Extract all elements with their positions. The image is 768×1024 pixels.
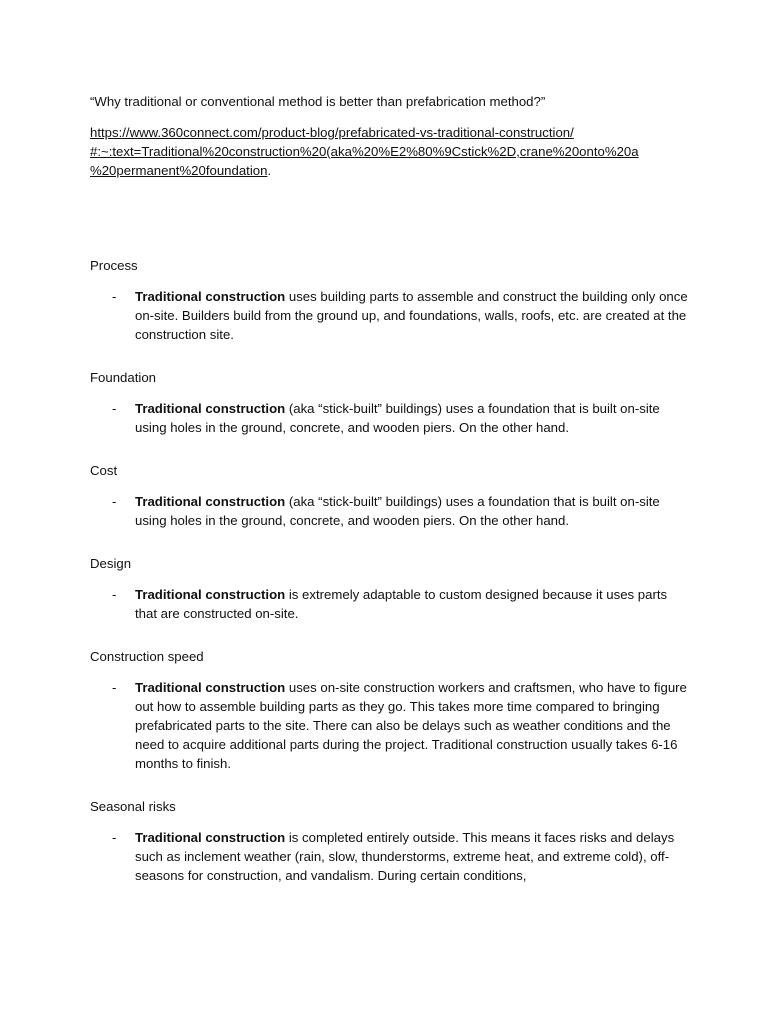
bullet-body: (aka “stick-built” buildings) uses a foundation that is built on-site using holes in the ground, concrete, and wooden piers. On the other hand. — [135, 401, 660, 435]
bullet-dash: - — [112, 401, 117, 416]
bullet-text — [135, 828, 690, 885]
section-seasonal-risks — [90, 797, 690, 885]
section-title: Construction speed — [90, 649, 204, 664]
source-link-line-3: %20permanent%20foundation — [90, 163, 268, 178]
bullet-dash: - — [112, 289, 117, 304]
section-cost — [90, 461, 690, 530]
bullet-text — [135, 678, 690, 773]
bullet-body: is completed entirely outside. This means it faces risks and delays such as inclement weather (rain, slow, thunderstorms, extreme heat, and extreme cold), off-seasons for construction, and vandalism. During certain conditions, — [135, 830, 675, 883]
bullet-body: (aka “stick-built” buildings) uses a foundation that is built on-site using holes in the ground, concrete, and wooden piers. On the other hand. — [135, 494, 660, 528]
document-page — [90, 92, 690, 909]
bullet-item — [90, 287, 690, 344]
source-link[interactable] — [90, 123, 690, 178]
bullet-bold-lead: Traditional construction — [135, 494, 286, 509]
section-process — [90, 256, 690, 344]
bullet-item — [90, 828, 690, 885]
document-question: “Why traditional or conventional method is better than prefabrication method?” — [90, 94, 546, 109]
bullet-dash: - — [112, 587, 117, 602]
bullet-bold-lead: Traditional construction — [135, 289, 286, 304]
section-title: Process — [90, 258, 138, 273]
spacer — [90, 180, 690, 256]
bullet-bold-lead: Traditional construction — [135, 830, 286, 845]
section-title: Design — [90, 556, 132, 571]
bullet-text — [135, 399, 690, 437]
bullet-text — [135, 492, 690, 530]
bullet-body: is extremely adaptable to custom designed because it uses parts that are constructed on-site. — [135, 587, 668, 621]
bullet-text — [135, 585, 690, 623]
bullet-body: uses on-site construction workers and craftsmen, who have to figure out how to assemble building parts as they go. This takes more time compared to bringing prefabricated parts to the site. There can also be delays such as weather conditions and the need to acquire additional parts during the project. Traditional construction usually takes 6-16 months to finish. — [135, 680, 687, 771]
link-period: . — [267, 163, 272, 178]
bullet-text — [135, 287, 690, 344]
source-link-paragraph — [90, 123, 690, 180]
bullet-dash: - — [112, 680, 117, 695]
section-title: Seasonal risks — [90, 799, 176, 814]
section-foundation — [90, 368, 690, 437]
bullet-item — [90, 585, 690, 623]
bullet-item — [90, 399, 690, 437]
bullet-bold-lead: Traditional construction — [135, 401, 286, 416]
section-design — [90, 554, 690, 623]
section-title: Foundation — [90, 370, 156, 385]
source-link-line-2: #:~:text=Traditional%20construction%20(aka%20%E2%80%9Cstick%2D,crane%20onto%20a — [90, 144, 639, 159]
source-link-line-1: https://www.360connect.com/product-blog/prefabricated-vs-traditional-construction/ — [90, 125, 574, 140]
bullet-item — [90, 678, 690, 773]
bullet-body: uses building parts to assemble and construct the building only once on-site. Builders build from the ground up, and foundations, walls, roofs, etc. are created at the construction site. — [135, 289, 688, 342]
bullet-dash: - — [112, 494, 117, 509]
bullet-dash: - — [112, 830, 117, 845]
section-construction-speed — [90, 647, 690, 773]
section-title: Cost — [90, 463, 118, 478]
bullet-bold-lead: Traditional construction — [135, 587, 286, 602]
bullet-bold-lead: Traditional construction — [135, 680, 286, 695]
bullet-item — [90, 492, 690, 530]
